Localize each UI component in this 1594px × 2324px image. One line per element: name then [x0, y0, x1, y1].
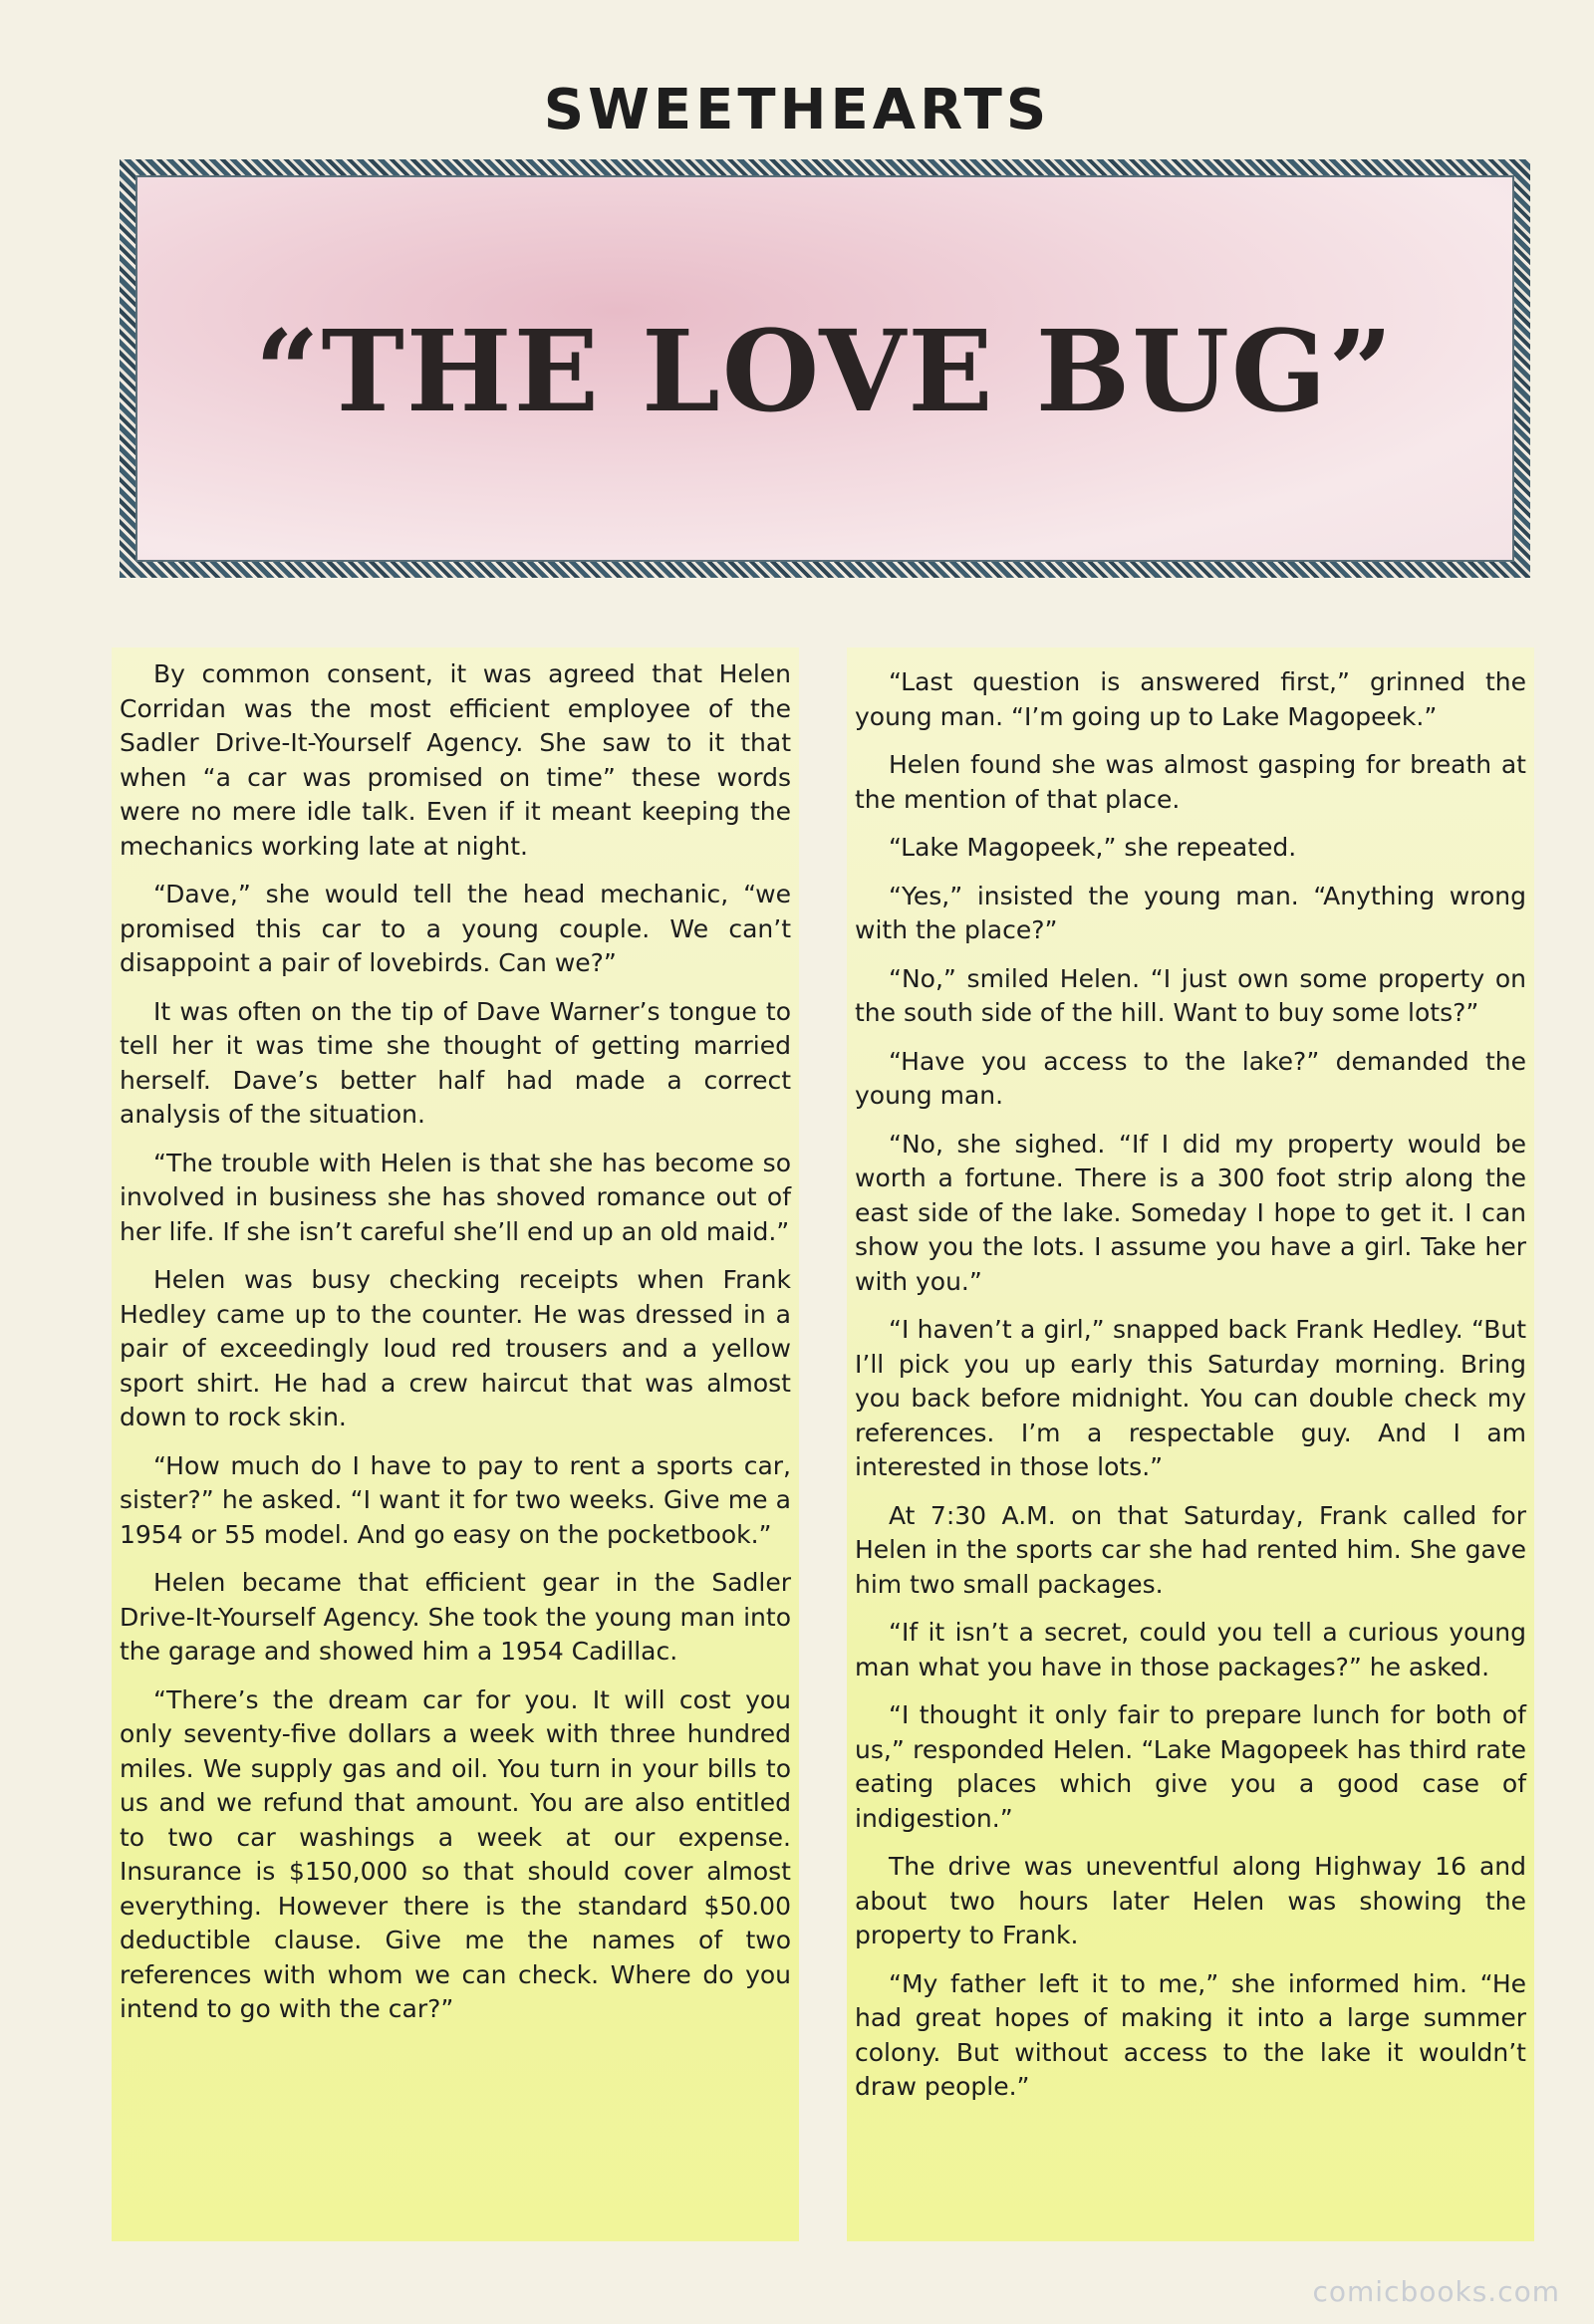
paragraph: “Dave,” she would tell the head mechanic, “we promised this car to a young couple. We can’t disappoint a pair of lovebirds. Can we?”: [120, 880, 791, 977]
title-box: [135, 175, 1514, 562]
title-box-frame: [120, 159, 1530, 578]
text-column-left: [112, 647, 799, 2241]
paragraph: Helen found she was almost gasping for breath at the mention of that place.: [855, 750, 1526, 814]
text-column-right: [847, 647, 1534, 2241]
paragraph: “I thought it only fair to prepare lunch for both of us,” responded Helen. “Lake Magopeek has third rate eating places which give you a good case of indigestion.”: [855, 1700, 1526, 1833]
paragraph: Helen was busy checking receipts when Frank Hedley came up to the counter. He was dressed in a pair of exceedingly loud red trousers and a yellow sport shirt. He had a crew haircut that was almost down to rock skin.: [120, 1265, 791, 1431]
paragraph: “No,” smiled Helen. “I just own some property on the south side of the hill. Want to buy some lots?”: [855, 963, 1526, 1027]
paragraph: “If it isn’t a secret, could you tell a curious young man what you have in those packages?” he asked.: [855, 1618, 1526, 1681]
paragraph: At 7:30 A.M. on that Saturday, Frank called for Helen in the sports car she had rented him. She gave him two small packages.: [855, 1500, 1526, 1599]
paragraph: By common consent, it was agreed that Helen Corridan was the most efficient employee of the Sadler Drive-It-Yourself Agency. She saw to it that when “a car was promised on time” these words were no mere idle talk. Even if it meant keeping the mechanics working late at night.: [120, 659, 791, 861]
watermark-text: comicbooks.com: [1312, 2275, 1560, 2308]
story-title: “THE LOVE BUG”: [255, 307, 1395, 437]
paragraph: The drive was uneventful along Highway 16 and about two hours later Helen was showing the property to Frank.: [855, 1852, 1526, 1949]
paragraph: “Have you access to the lake?” demanded the young man.: [855, 1046, 1526, 1110]
paragraph: “No, she sighed. “If I did my property would be worth a fortune. There is a 300 foot strip along the east side of the lake. Someday I hope to get it. I can show you the lots. I assume you have a girl. Take her with you.”: [855, 1129, 1526, 1296]
page-header-title: SWEETHEARTS: [543, 78, 1051, 142]
paragraph: It was often on the tip of Dave Warner’s tongue to tell her it was time she thought of getting married herself. Dave’s better half had made a correct analysis of the situation.: [120, 996, 791, 1129]
paragraph: “How much do I have to pay to rent a sports car, sister?” he asked. “I want it for two weeks. Give me a 1954 or 55 model. And go easy on the pocketbook.”: [120, 1450, 791, 1549]
paragraph: “There’s the dream car for you. It will cost you only seventy-five dollars a week with three hundred miles. We supply gas and oil. You turn in your bills to us and we refund that amount. You are also entitled to two car washings a week at our expense. Insurance is $150,000 so that should cover almost everything. However there is the standard $50.00 deductible clause. Give me the names of two references with whom we can check. Where do you intend to go with the car?”: [120, 1684, 791, 2023]
paragraph: “Lake Magopeek,” she repeated.: [889, 833, 1297, 862]
paragraph: “Yes,” insisted the young man. “Anything wrong with the place?”: [855, 881, 1526, 944]
paragraph: “My father left it to me,” she informed him. “He had great hopes of making it into a large summer colony. But without access to the lake it wouldn’t draw people.”: [855, 1968, 1526, 2101]
paragraph: Helen became that efficient gear in the Sadler Drive-It-Yourself Agency. She took the young man into the garage and showed him a 1954 Cadillac.: [120, 1568, 791, 1666]
paragraph: “Last question is answered first,” grinned the young man. “I’m going up to Lake Magopeek.”: [855, 667, 1526, 731]
paragraph: “I haven’t a girl,” snapped back Frank Hedley. “But I’ll pick you up early this Saturday morning. Bring you back before midnight. You can double check my references. I’m a respectable guy. And I am interested in those lots.”: [855, 1315, 1526, 1481]
paragraph: “The trouble with Helen is that she has become so involved in business she has shoved romance out of her life. If she isn’t careful she’ll end up an old maid.”: [120, 1148, 791, 1246]
